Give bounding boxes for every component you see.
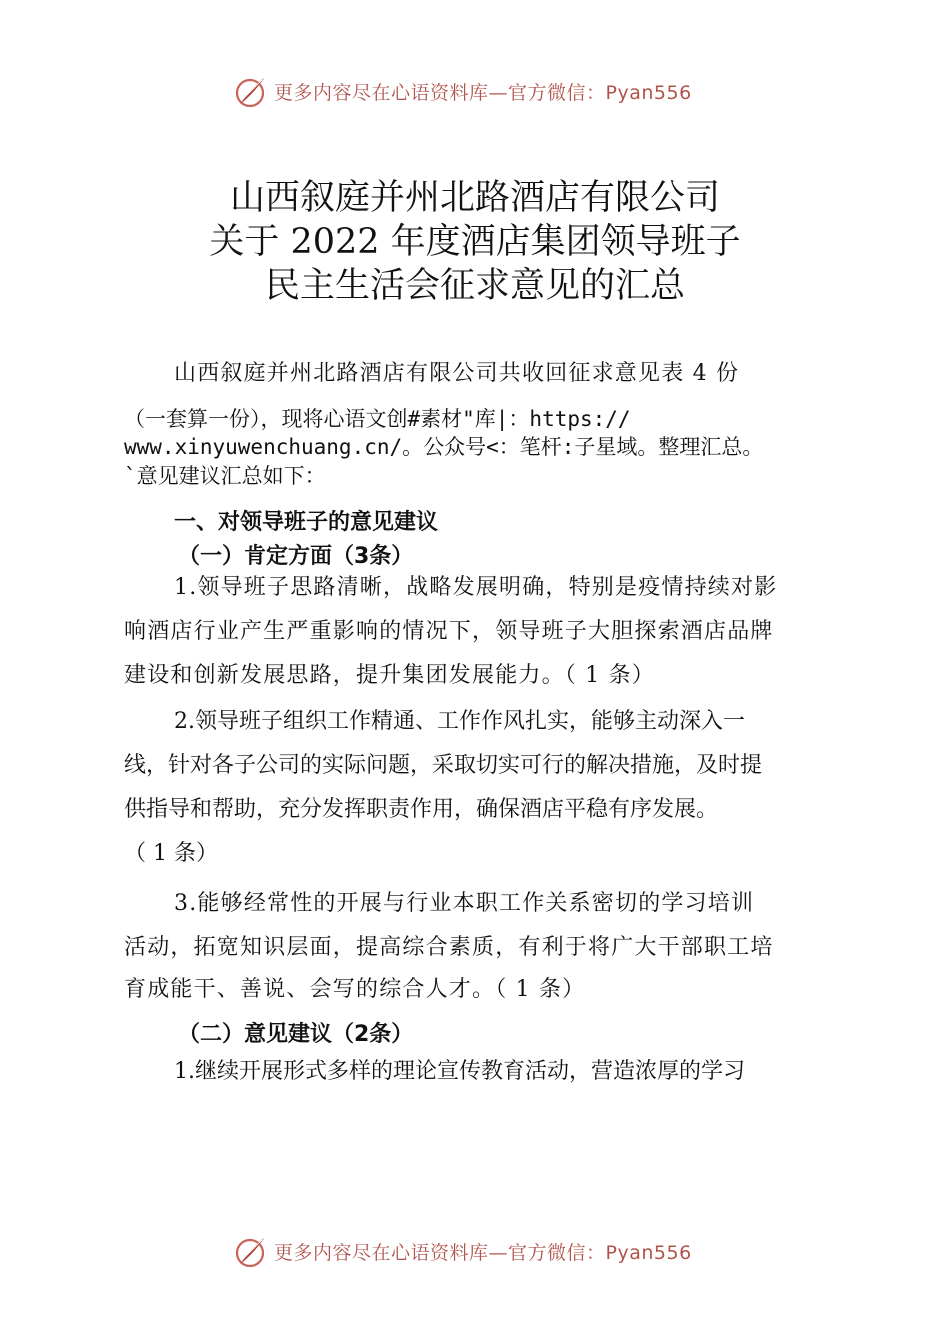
item-3-line-2: 活动，拓宽知识层面，提高综合素质，有利于将广大干部职工培 xyxy=(124,935,774,960)
suggestion-1-line-1: 1.继续开展形式多样的理论宣传教育活动，营造浓厚的学习 xyxy=(174,1059,745,1084)
subheading-positive: （一）肯定方面（3条） xyxy=(178,544,414,569)
item-2-line-3: 供指导和帮助，充分发挥职责作用，确保酒店平稳有序发展。 xyxy=(124,797,719,822)
item-1-line-1: 1.领导班子思路清晰，战略发展明确，特别是疫情持续对影 xyxy=(174,575,778,600)
intro-line-4: `意见建议汇总如下： xyxy=(124,464,326,488)
intro-line-3: www.xinyuwenchuang.cn/。公众号<：笔杆:子星域。整理汇总。 xyxy=(124,435,764,459)
item-1-line-2: 响酒店行业产生严重影响的情况下，领导班子大胆探索酒店品牌 xyxy=(124,619,774,644)
doc-title-line-2: 关于 2022 年度酒店集团领导班子 xyxy=(209,222,741,262)
banner-text: 更多内容尽在心语资料库—官方微信： xyxy=(274,82,606,104)
item-2-line-2: 线，针对各子公司的实际问题，采取切实可行的解决措施，及时提 xyxy=(124,753,763,778)
banner-wechat-id: Pyan556 xyxy=(605,1242,692,1264)
subheading-suggestions: （二）意见建议（2条） xyxy=(178,1022,414,1047)
item-3-line-3: 育成能干、善说、会写的综合人才。（ 1 条） xyxy=(124,977,586,1002)
section-heading: 一、对领导班子的意见建议 xyxy=(174,510,439,535)
banner-wechat-id: Pyan556 xyxy=(605,82,692,104)
doc-title-line-3: 民主生活会征求意见的汇总 xyxy=(264,266,685,306)
item-1-line-3: 建设和创新发展思路，提升集团发展能力。（ 1 条） xyxy=(124,663,655,688)
doc-title-line-1: 山西叙庭并州北路酒店有限公司 xyxy=(229,178,720,218)
intro-line-1: 山西叙庭并州北路酒店有限公司共收回征求意见表 4 份 xyxy=(174,361,740,386)
banner-text: 更多内容尽在心语资料库—官方微信： xyxy=(274,1242,606,1264)
intro-line-2: （一套算一份），现将心语文创#素材"库|：https:// xyxy=(124,407,631,431)
item-2-line-4: （ 1 条） xyxy=(124,841,218,866)
header-banner xyxy=(0,72,950,112)
item-2-line-1: 2.领导班子组织工作精通、工作作风扎实，能够主动深入一 xyxy=(174,709,745,734)
item-3-line-1: 3.能够经常性的开展与行业本职工作关系密切的学习培训 xyxy=(174,891,755,916)
footer-banner xyxy=(0,1232,950,1272)
quill-logo-icon xyxy=(232,1234,268,1270)
quill-logo-icon xyxy=(232,74,268,110)
